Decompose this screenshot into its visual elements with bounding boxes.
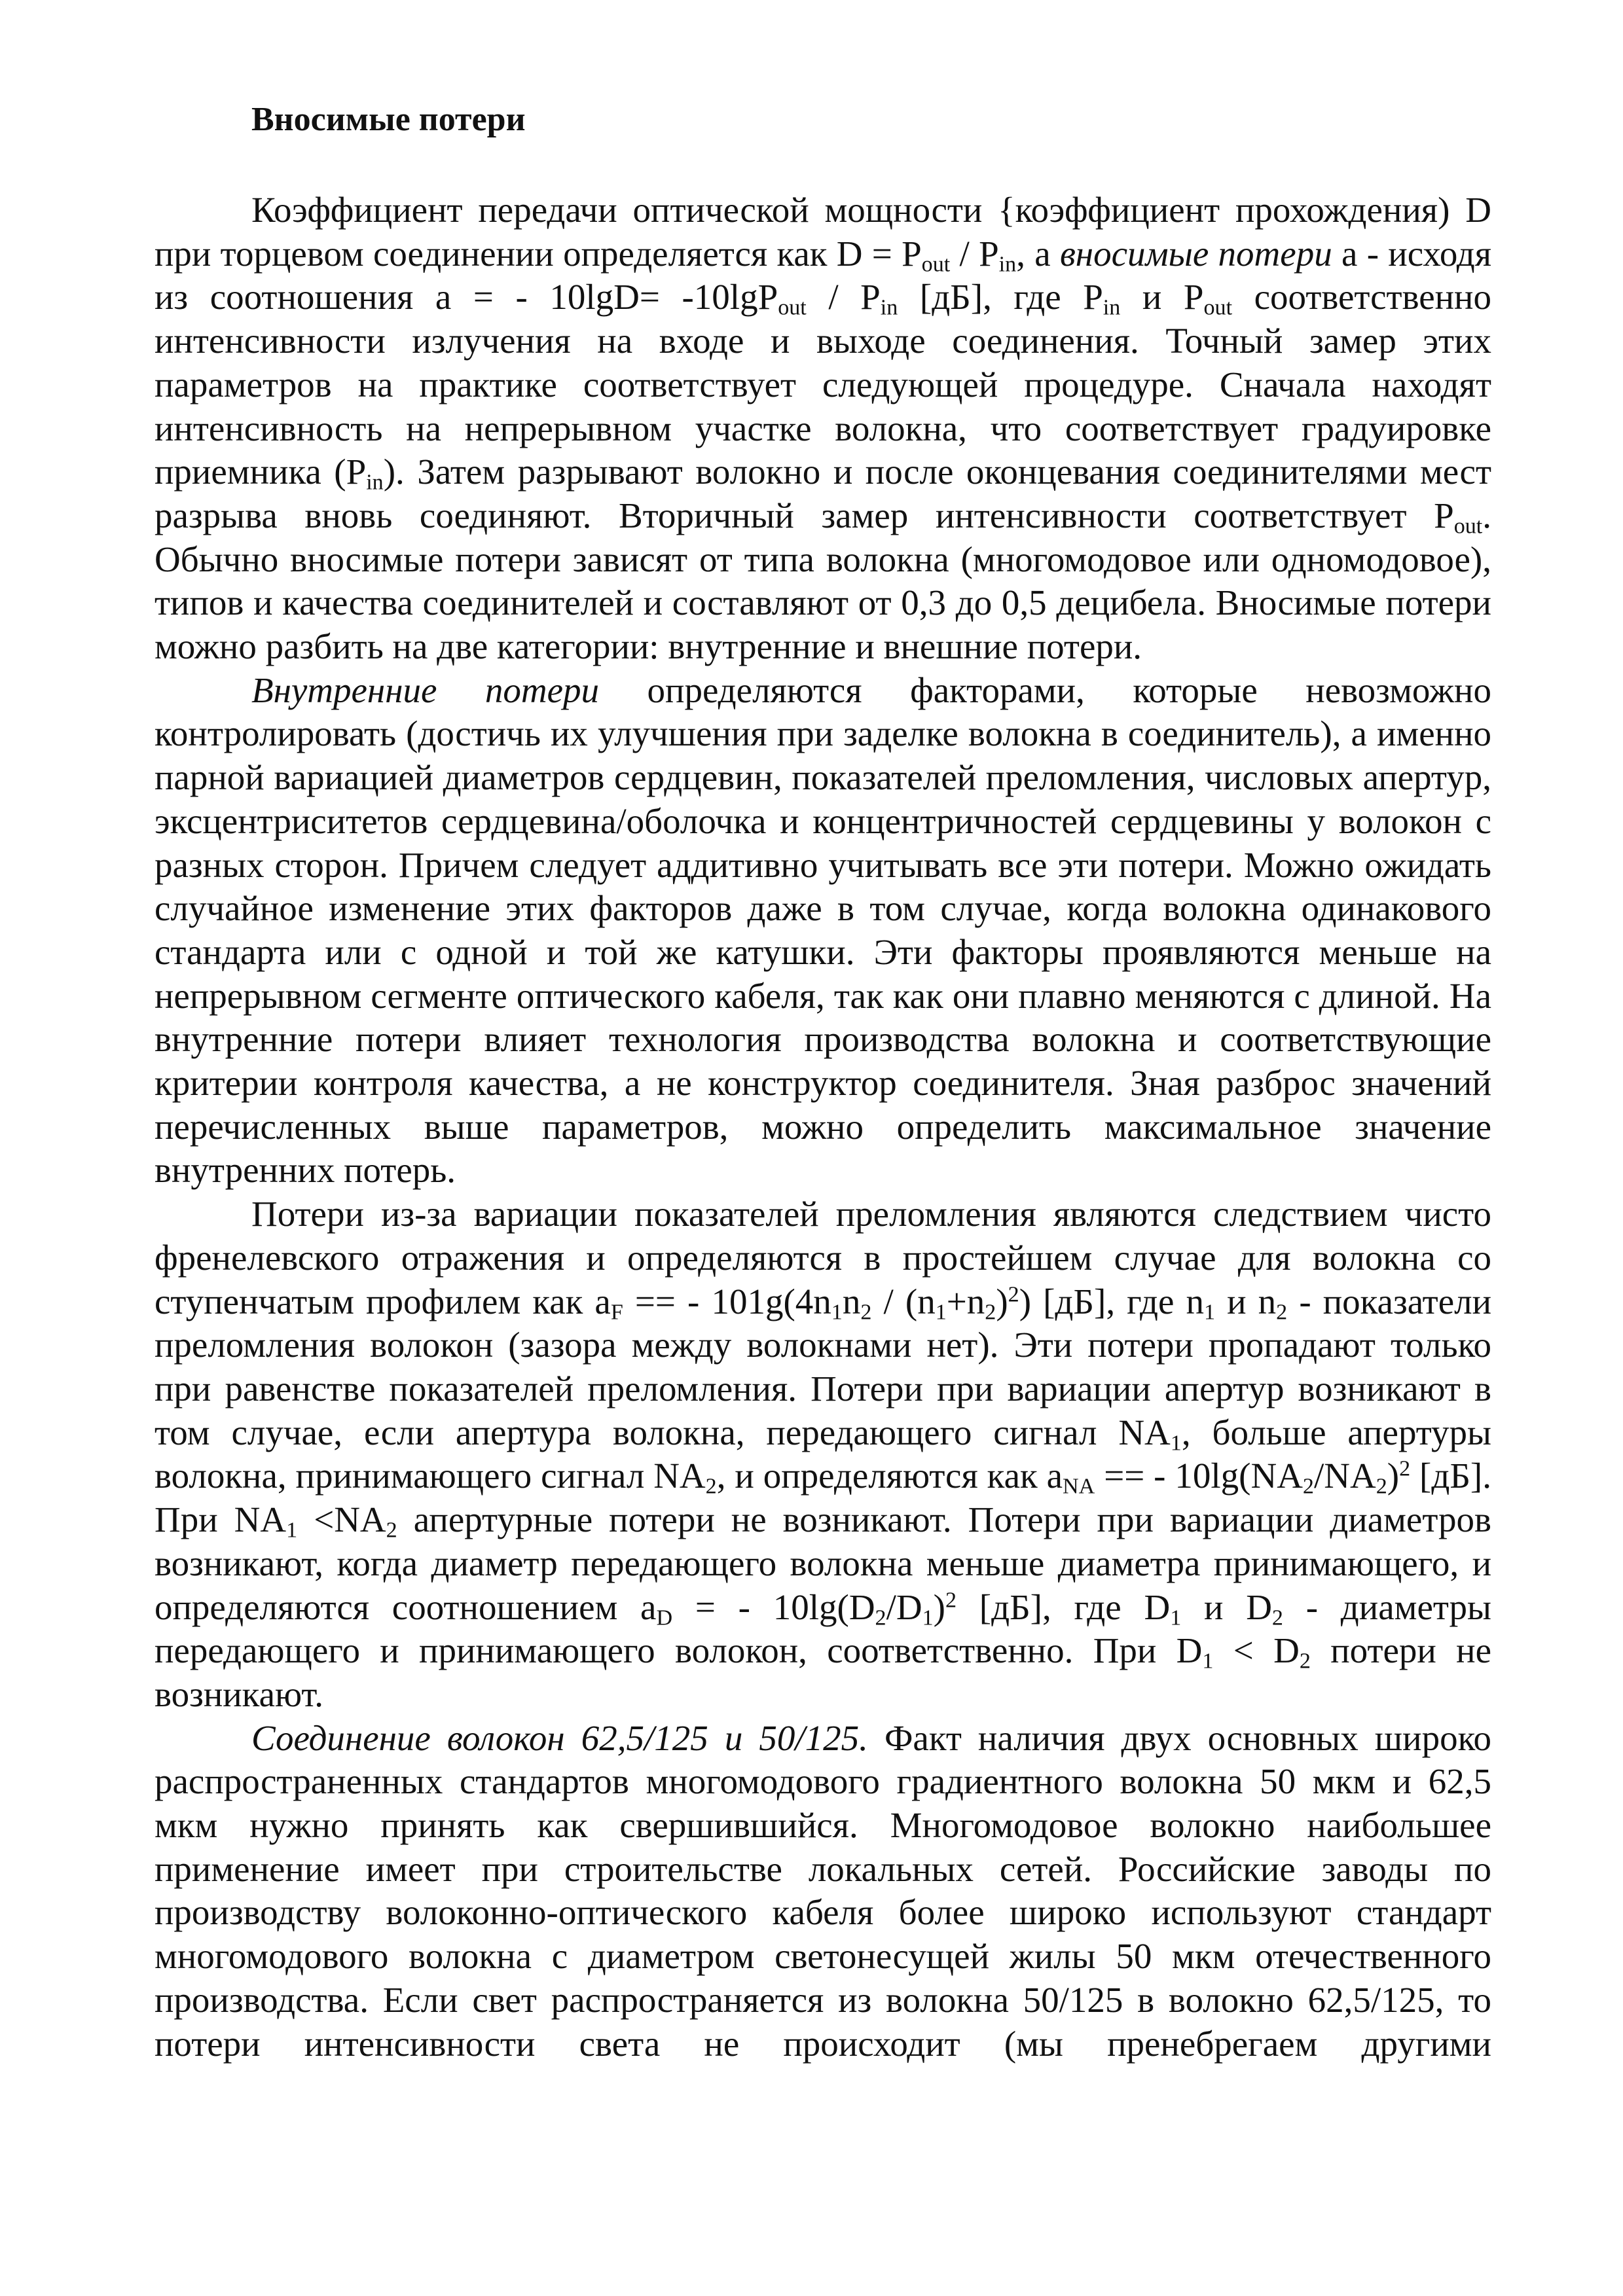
paragraph-fiber-connection-62-50: Соединение волокон 62,5/125 и 50/125. Факт наличия двух основных широко распространенных стандартов многомодового градиентного волокна 50 мкм и 62,5 мкм нужно принять как свершившийся. Многомодовое волокно наибольшее применение имеет при строительстве локальных сетей. Российские заводы по производству волоконно-оптического кабеля более широко используют стандарт многомодового волокна с диаметром светонесущей жилы 50 мкм отечественного производства. Если свет распространяется из волокна 50/125 в волокно 62,5/125, то потери интенсивности света не происходит (мы пренебрегаем другими: [155, 1717, 1492, 2064]
section-heading: Вносимые потери: [251, 101, 526, 138]
document-page: [155, 98, 1491, 2066]
paragraph-insertion-loss-definition: Коэффициент передачи оптической мощности {коэффициент прохождения) D при торцевом соединении определяется как $D = P_{out} / P_{in}$, а вносимые потери а - исходя из соотношения а = - $10\lg D= -10\lg P_{out} / P_{in}$ [дБ], где $P_{in}$ и $P_{out}$ соответственно интенсивности излучения на входе и выходе соединения. Точный замер этих параметров на практике соответствует следующей процедуре. Сначала находят интенсивность на непрерывном участке волокна, что соответствует градуировке приемника $(P_{in})$. Затем разрывают волокно и после оконцевания соединителями мест разрыва вновь соединяют. Вторичный замер интенсивности соответствует $P_{out}$. Обычно вносимые потери зависят от типа волокна (многомодовое или одномодовое), типов и качества соединителей и составляют от 0,3 до 0,5 децибела. Вносимые потери можно разбить на две категории: внутренние и внешние потери.: [155, 190, 1492, 667]
paragraph-internal-losses: Внутренние потери определяются факторами, которые невозможно контролировать (достичь их улучшения при заделке волокна в соединитель), а именно парной вариацией диаметров сердцевин, показателей преломления, числовых апертур, эксцентриситетов сердцевина/оболочка и концентричностей сердцевины у волокон с разных сторон. Причем следует аддитивно учитывать все эти потери. Можно ожидать случайное изменение этих факторов даже в том случае, когда волокна одинакового стандарта или с одной и той же катушки. Эти факторы проявляются меньше на непрерывном сегменте оптического кабеля, так как они плавно меняются с длиной. На внутренние потери влияет технология производства волокна и соответствующие критерии контроля качества, а не конструктор соединителя. Зная разброс значений перечисленных выше параметров, можно определить максимальное значение внутренних потерь.: [155, 670, 1491, 1191]
paragraph-loss-formulas: Потери из-за вариации показателей преломления являются следствием чисто френелевского отражения и определяются в простейшем случае для волокна со ступенчатым профилем как $а_F$ == - $101g(4n_1n_2 / (n_1+n_2)^2)$ [дБ], где $n_1$ и $n_2$ - показатели преломления волокон (зазора между волокнами нет). Эти потери пропадают только при равенстве показателей преломления. Потери при вариации апертур возникают в том случае, если апертура волокна, передающего сигнал $NA_1$, больше апертуры волокна, принимающего сигнал $NA_2$, и определяются как $а_{NA}$ == - $10\lg(NA_2/NA_2)^2$ [дБ]. При $NA_1 <NA_2$ апертурные потери не возникают. Потери при вариации диаметров возникают, когда диаметр передающего волокна меньше диаметра принимающего, и определяются соотношением $а_D$ = - $10\lg(D_2/D_1)^2$ [дБ], где $D_1$ и $D_2$ - диаметры передающего и принимающего волокон, соответственно. При $D_1 < D_2$ потери не возникают.: [155, 1194, 1492, 1714]
